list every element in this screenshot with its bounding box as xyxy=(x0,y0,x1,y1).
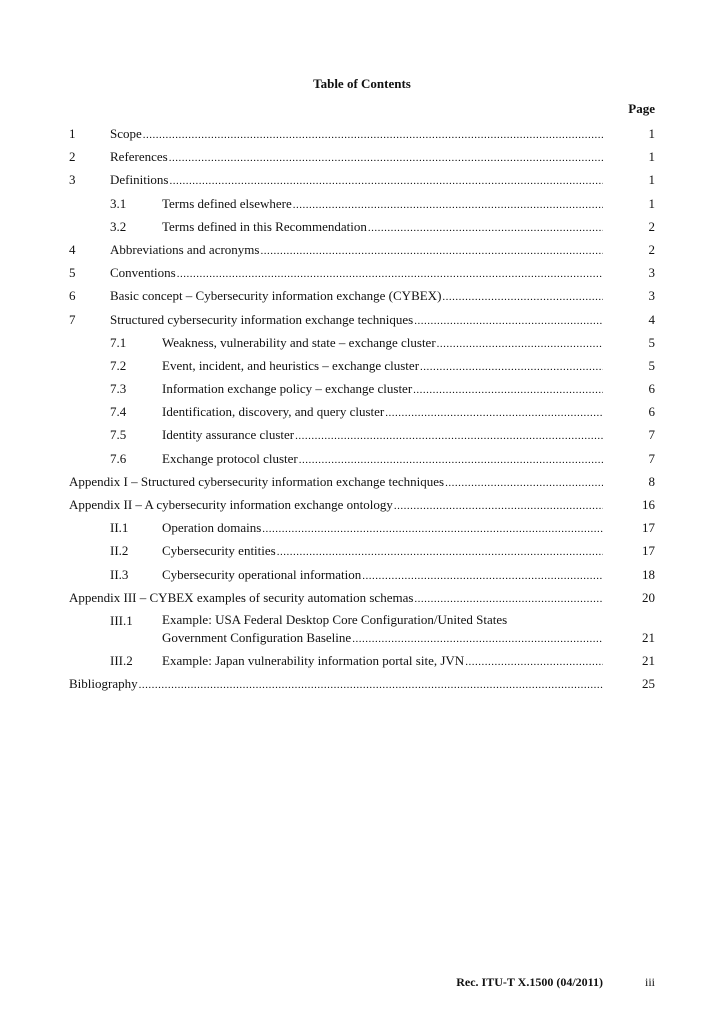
toc-entry-page: 2 xyxy=(648,241,655,257)
toc-entry[interactable] xyxy=(0,215,724,238)
toc-entry[interactable] xyxy=(0,563,724,586)
toc-entry-title: Example: USA Federal Desktop Core Configuration/United States xyxy=(162,611,508,627)
toc-entry[interactable] xyxy=(0,400,724,423)
toc-title: Table of Contents xyxy=(313,76,411,91)
toc-entry-page: 21 xyxy=(642,652,655,668)
dot-leader xyxy=(295,425,603,448)
toc-entry-title: Terms defined in this Recommendation xyxy=(162,218,367,234)
toc-entry-title: Exchange protocol cluster xyxy=(162,450,298,466)
toc-entry-page: 6 xyxy=(648,381,655,397)
toc-entry-title: Appendix II – A cybersecurity information exchange ontology xyxy=(69,497,393,512)
dot-leader xyxy=(299,449,603,472)
toc-entry-title: Event, incident, and heuristics – exchange cluster xyxy=(162,357,420,373)
toc-entry-title: Bibliography xyxy=(69,676,138,692)
toc-entry-title: Scope xyxy=(110,126,142,141)
dot-leader xyxy=(169,147,603,170)
toc-entry-number: II.2 xyxy=(110,543,129,559)
dot-leader xyxy=(420,356,603,379)
toc-entry-number: 7.4 xyxy=(110,404,127,420)
dot-leader xyxy=(414,588,603,611)
toc-entry-page: 17 xyxy=(642,543,655,559)
toc-entry-page: 5 xyxy=(648,357,655,373)
toc-entry[interactable] xyxy=(0,192,724,215)
page-column-header: Page xyxy=(628,101,655,116)
toc-entry[interactable] xyxy=(0,284,724,307)
toc-entry-page: 7 xyxy=(648,450,655,466)
toc-entry[interactable] xyxy=(0,145,724,168)
toc-entry-page: 20 xyxy=(642,589,655,605)
toc-entry-number: 3 xyxy=(69,172,76,188)
toc-entry-page: 17 xyxy=(642,520,655,536)
toc-entry-title: Abbreviations and acronyms xyxy=(110,241,260,257)
toc-entry[interactable] xyxy=(0,539,724,562)
recommendation-reference: Rec. ITU-T X.1500 (04/2011) xyxy=(456,975,603,989)
toc-entry-number: 1 xyxy=(69,126,76,141)
dot-leader xyxy=(293,194,603,217)
toc-entry-title: Appendix I – Structured cybersecurity information exchange techniques xyxy=(69,473,445,489)
toc-entry-page: 25 xyxy=(642,676,655,692)
toc-entry-number: 7.2 xyxy=(110,357,127,373)
toc-entry[interactable] xyxy=(0,423,724,446)
dot-leader xyxy=(437,333,603,356)
dot-leader xyxy=(352,630,603,648)
toc-entry-title: Weakness, vulnerability and state – exchange cluster xyxy=(162,334,436,350)
toc-entry-page: 1 xyxy=(648,149,655,165)
dot-leader xyxy=(177,263,603,286)
dot-leader xyxy=(413,379,603,402)
toc-entry-number: 2 xyxy=(69,149,76,165)
dot-leader xyxy=(465,651,603,674)
toc-entry-page: 18 xyxy=(642,566,655,582)
toc-entry[interactable] xyxy=(0,609,724,649)
toc-entry[interactable] xyxy=(0,354,724,377)
dot-leader xyxy=(143,124,603,147)
toc-entry-number: 7.6 xyxy=(110,450,127,466)
toc-entry-number: 3.2 xyxy=(110,218,127,234)
toc-entry[interactable] xyxy=(0,447,724,470)
dot-leader xyxy=(277,541,603,564)
dot-leader xyxy=(385,402,603,425)
dot-leader xyxy=(170,170,604,193)
toc-entry[interactable] xyxy=(0,586,724,609)
toc-entry-number: III.2 xyxy=(110,652,133,668)
toc-entry-title: Example: Japan vulnerability information portal site, JVN xyxy=(162,652,465,668)
toc-entry[interactable] xyxy=(0,122,724,145)
toc-entry-number: III.1 xyxy=(110,612,133,628)
dot-leader xyxy=(445,472,603,495)
toc-entry-page: 7 xyxy=(648,427,655,443)
toc-entry-page: 1 xyxy=(648,172,655,188)
dot-leader xyxy=(414,310,603,333)
toc-entry[interactable] xyxy=(0,516,724,539)
dot-leader xyxy=(260,240,603,263)
toc-entry-number: 7.3 xyxy=(110,381,127,397)
toc-entry-title: Basic concept – Cybersecurity information exchange (CYBEX) xyxy=(110,288,442,304)
toc-entry[interactable] xyxy=(0,261,724,284)
toc-entry[interactable] xyxy=(0,308,724,331)
toc-entry[interactable] xyxy=(0,470,724,493)
toc-entry-title-continued: Government Configuration Baseline xyxy=(162,629,352,645)
toc-entry[interactable] xyxy=(0,672,724,695)
toc-entry-page: 1 xyxy=(648,126,655,141)
toc-entry-number: II.1 xyxy=(110,520,129,536)
toc-entry-page: 3 xyxy=(648,265,655,281)
toc-entry-page: 5 xyxy=(648,334,655,350)
toc-entry-number: 7.5 xyxy=(110,427,127,443)
dot-leader xyxy=(262,518,603,541)
dot-leader xyxy=(368,217,603,240)
toc-entry-title: Information exchange policy – exchange cluster xyxy=(162,381,413,397)
toc-entry-page: 6 xyxy=(648,404,655,420)
toc-entry-title: Appendix III – CYBEX examples of security automation schemas xyxy=(69,589,414,605)
toc-entry[interactable] xyxy=(0,331,724,354)
toc-entry-page: 21 xyxy=(642,629,655,645)
toc-entry[interactable] xyxy=(0,377,724,400)
dot-leader xyxy=(442,286,603,309)
toc-entry-number: 3.1 xyxy=(110,195,127,211)
toc-entry-page: 1 xyxy=(648,195,655,211)
toc-entry-page: 8 xyxy=(648,473,655,489)
toc-entry-page: 4 xyxy=(648,311,655,327)
toc-entry[interactable] xyxy=(0,649,724,672)
toc-entry-number: II.3 xyxy=(110,566,129,582)
toc-entry-page: 16 xyxy=(642,497,655,512)
toc-entry-number: 7.1 xyxy=(110,334,127,350)
toc-entry-page: 3 xyxy=(648,288,655,304)
dot-leader xyxy=(362,565,603,588)
toc-entry-title: Identity assurance cluster xyxy=(162,427,295,443)
toc-entry-number: 7 xyxy=(69,311,76,327)
page-number: iii xyxy=(644,975,655,989)
toc-entry-title: Structured cybersecurity information exchange techniques xyxy=(110,311,414,327)
dot-leader xyxy=(394,495,603,518)
toc-entry-title: Operation domains xyxy=(162,520,262,536)
toc-entry-title: Cybersecurity entities xyxy=(162,543,276,559)
toc-entry-title: Definitions xyxy=(110,172,169,188)
toc-entry-page: 2 xyxy=(648,218,655,234)
toc-entry[interactable] xyxy=(0,493,724,516)
table-of-contents xyxy=(0,122,724,695)
toc-entry-title: Terms defined elsewhere xyxy=(162,195,292,211)
toc-entry-number: 6 xyxy=(69,288,76,304)
toc-entry[interactable] xyxy=(0,238,724,261)
toc-entry-title: References xyxy=(110,149,168,165)
toc-entry-title: Identification, discovery, and query cluster xyxy=(162,404,385,420)
toc-entry-title: Conventions xyxy=(110,265,176,281)
toc-entry[interactable] xyxy=(0,168,724,191)
toc-entry-title: Cybersecurity operational information xyxy=(162,566,362,582)
toc-entry-number: 5 xyxy=(69,265,76,281)
dot-leader xyxy=(139,674,603,697)
toc-entry-number: 4 xyxy=(69,241,76,257)
